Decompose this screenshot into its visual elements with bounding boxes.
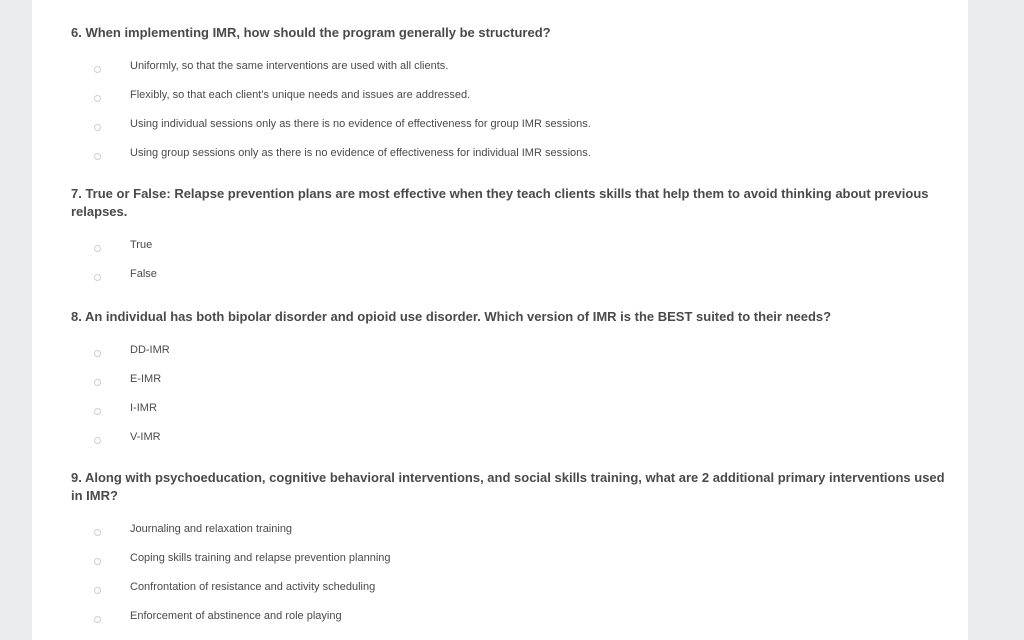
radio-button[interactable] (94, 66, 101, 73)
option-label: True (130, 239, 153, 251)
radio-button[interactable] (94, 587, 101, 594)
option-label: Flexibly, so that each client’s unique needs and issues are addressed. (130, 89, 471, 101)
option-i-imr[interactable] (71, 397, 951, 426)
option-v-imr[interactable] (71, 426, 951, 455)
radio-button[interactable] (94, 350, 101, 357)
question-9 (71, 469, 951, 634)
radio-button[interactable] (94, 124, 101, 131)
radio-button[interactable] (94, 245, 101, 252)
option-list (71, 55, 951, 171)
question-6 (71, 24, 951, 171)
radio-button[interactable] (94, 437, 101, 444)
option-enforcement[interactable] (71, 605, 951, 634)
option-label: I-IMR (130, 402, 157, 414)
option-label: False (130, 268, 157, 280)
radio-button[interactable] (94, 95, 101, 102)
radio-button[interactable] (94, 379, 101, 386)
option-coping-skills[interactable] (71, 547, 951, 576)
option-flexibly[interactable] (71, 84, 951, 113)
radio-button[interactable] (94, 408, 101, 415)
option-journaling[interactable] (71, 518, 951, 547)
option-confrontation[interactable] (71, 576, 951, 605)
option-label: Uniformly, so that the same interventions are used with all clients. (130, 60, 449, 72)
option-group-sessions[interactable] (71, 142, 951, 171)
option-uniformly[interactable] (71, 55, 951, 84)
radio-button[interactable] (94, 274, 101, 281)
question-title: 8. An individual has both bipolar disorder and opioid use disorder. Which version of IMR is the BEST suited to their needs? (71, 309, 832, 324)
option-label: Journaling and relaxation training (130, 523, 293, 535)
quiz-card (32, 0, 968, 640)
option-list (71, 339, 951, 455)
question-7 (71, 185, 951, 292)
option-true[interactable] (71, 234, 951, 263)
option-label: Coping skills training and relapse prevention planning (130, 552, 391, 564)
option-e-imr[interactable] (71, 368, 951, 397)
radio-button[interactable] (94, 558, 101, 565)
option-label: Confrontation of resistance and activity scheduling (130, 581, 376, 593)
option-label: V-IMR (130, 431, 161, 443)
option-label: Using group sessions only as there is no evidence of effectiveness for individual IMR sessions. (130, 147, 591, 159)
radio-button[interactable] (94, 153, 101, 160)
option-false[interactable] (71, 263, 951, 292)
option-label: DD-IMR (130, 344, 170, 356)
option-individual-sessions[interactable] (71, 113, 951, 142)
question-title: 6. When implementing IMR, how should the program generally be structured? (71, 25, 551, 40)
question-title: 9. Along with psychoeducation, cognitive behavioral interventions, and social skills training, what are 2 additional primary interventions used in IMR? (71, 470, 945, 503)
option-list (71, 234, 951, 292)
option-dd-imr[interactable] (71, 339, 951, 368)
option-label: Enforcement of abstinence and role playing (130, 610, 342, 622)
option-label: Using individual sessions only as there is no evidence of effectiveness for group IMR sessions. (130, 118, 591, 130)
question-title: 7. True or False: Relapse prevention plans are most effective when they teach clients skills that help them to avoid thinking about previous relapses. (71, 186, 929, 219)
option-label: E-IMR (130, 373, 162, 385)
radio-button[interactable] (94, 529, 101, 536)
option-list (71, 518, 951, 634)
radio-button[interactable] (94, 616, 101, 623)
question-8 (71, 308, 951, 455)
